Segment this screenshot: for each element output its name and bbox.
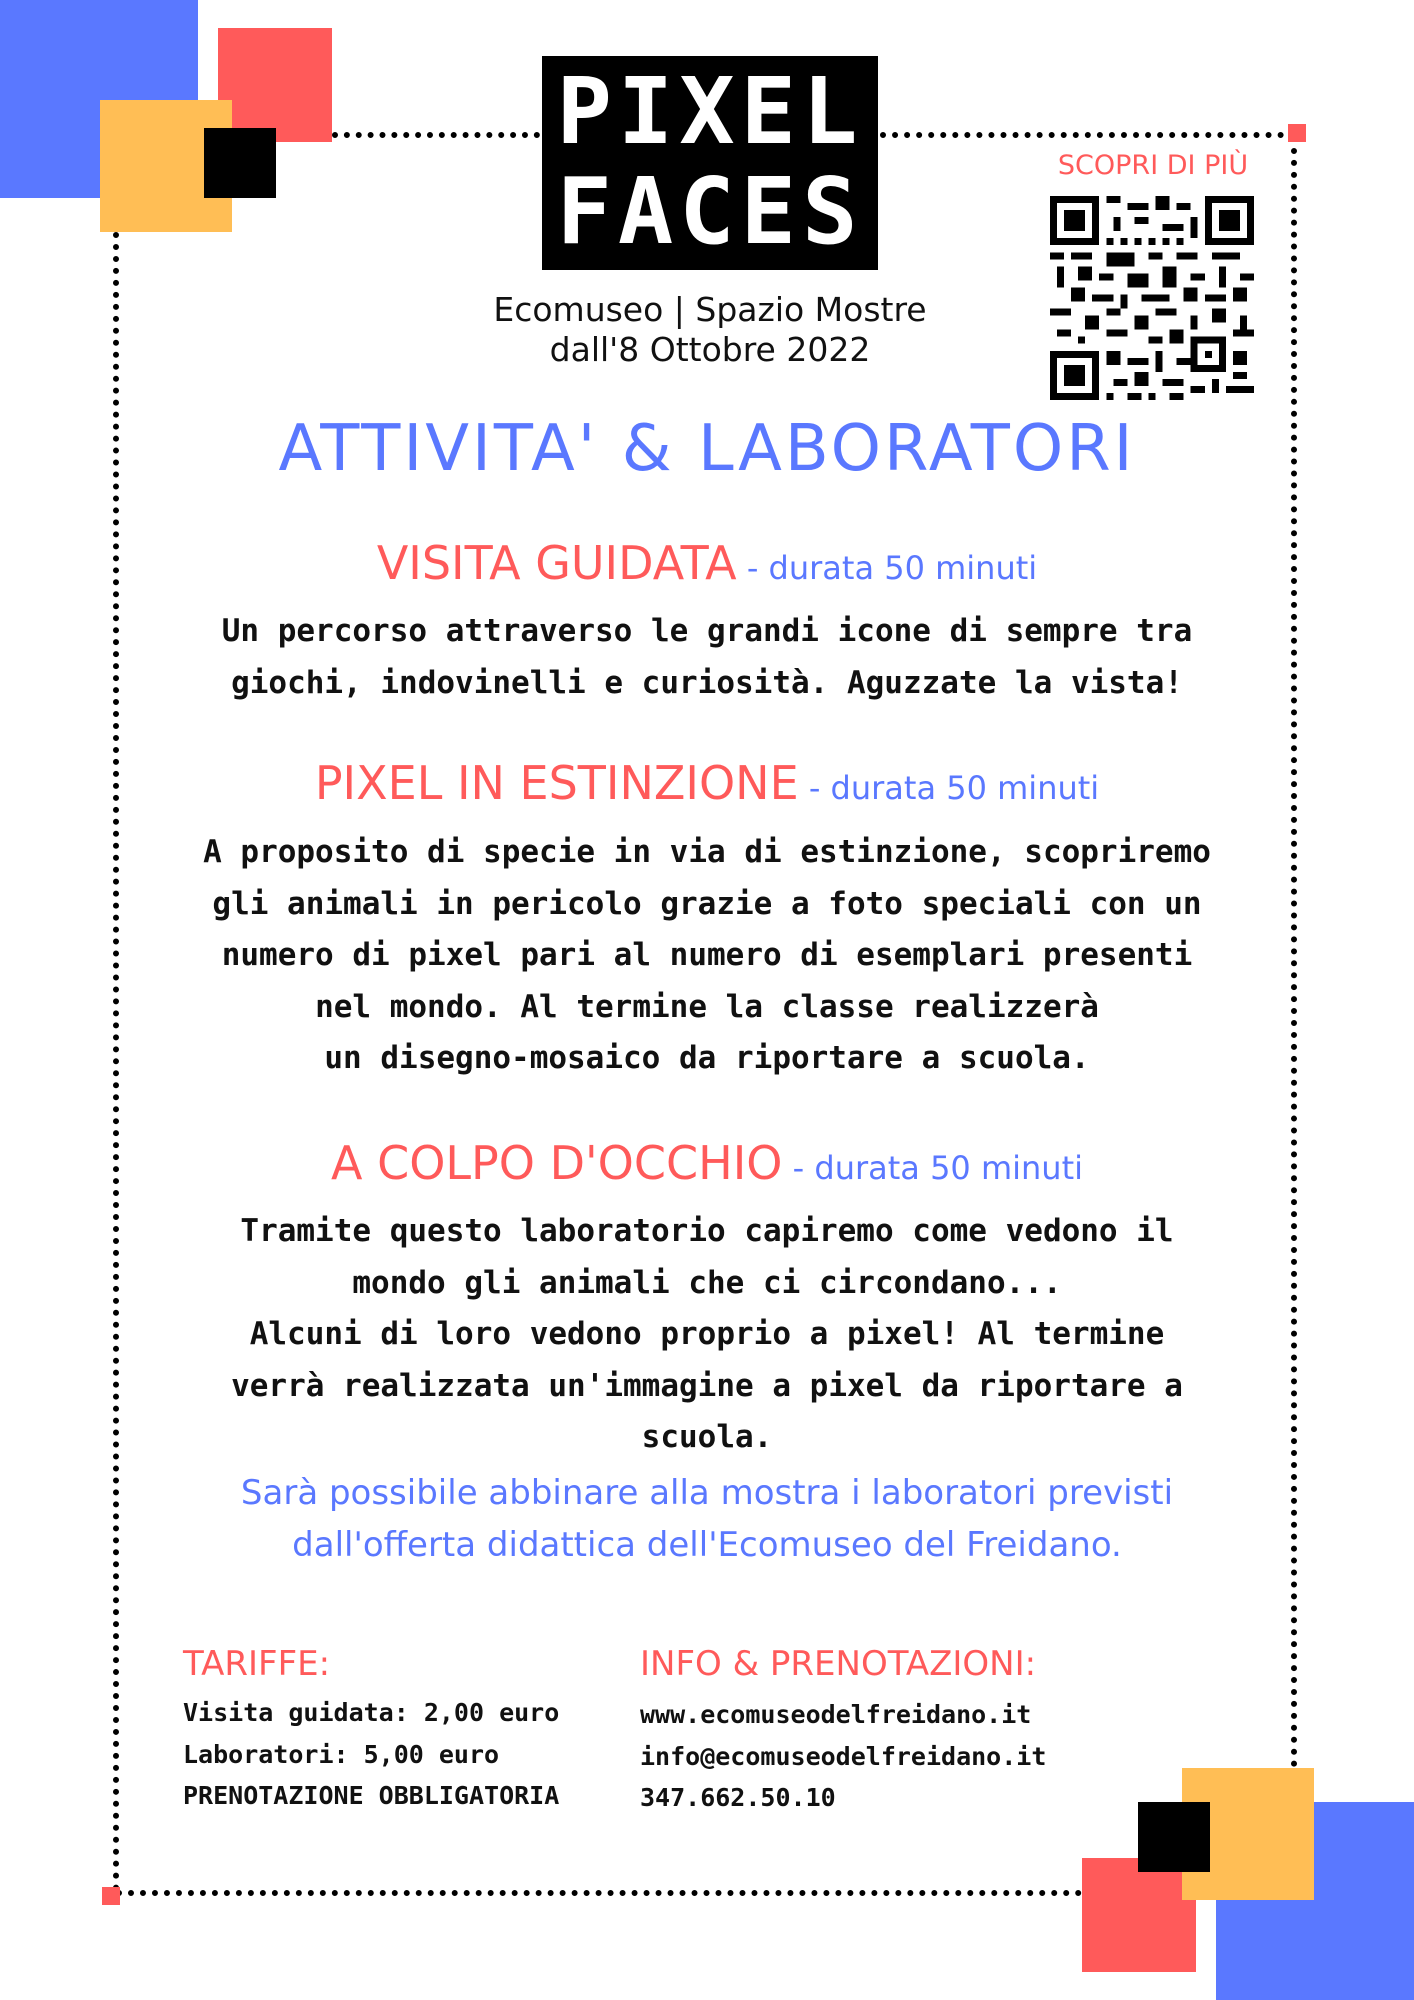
venue-text: Ecomuseo | Spazio Mostre xyxy=(493,290,927,329)
body-line: numero di pixel pari al numero di esemplari presenti xyxy=(221,937,1193,973)
deco-square-red-tl xyxy=(218,28,332,142)
section-duration: - durata 50 minuti xyxy=(736,549,1038,587)
note-line: dall'offerta didattica dell'Ecomuseo del Freidano. xyxy=(292,1525,1122,1565)
frame-corner-bottom-left xyxy=(102,1887,120,1905)
frame-bottom xyxy=(116,1890,1082,1896)
section-colpo-occhio-body xyxy=(140,1206,1274,1464)
section-title-text: A COLPO D'OCCHIO xyxy=(330,1136,783,1190)
body-line: un disegno-mosaico da riportare a scuola. xyxy=(324,1040,1090,1076)
section-visita-guidata-body xyxy=(140,606,1274,709)
frame-top-left xyxy=(332,132,540,138)
body-line: Alcuni di loro vedono proprio a pixel! Al termine xyxy=(249,1316,1165,1352)
body-line: verrà realizzata un'immagine a pixel da riportare a xyxy=(231,1367,1183,1404)
tariffa-line: PRENOTAZIONE OBBLIGATORIA xyxy=(183,1781,560,1810)
section-duration: - durata 50 minuti xyxy=(798,769,1100,807)
email-link[interactable]: info@ecomuseodelfreidano.it xyxy=(640,1741,1047,1771)
info-title: INFO & PRENOTAZIONI: xyxy=(640,1644,1037,1684)
tariffa-line: Visita guidata: 2,00 euro xyxy=(183,1698,560,1727)
offer-note xyxy=(130,1467,1284,1571)
body-line: mondo gli animali che ci circondano... xyxy=(352,1264,1062,1301)
phone-number[interactable]: 347.662.50.10 xyxy=(640,1783,836,1812)
body-line: nel mondo. Al termine la classe realizzerà xyxy=(315,988,1099,1025)
body-line: scuola. xyxy=(641,1419,773,1455)
frame-corner-top-right xyxy=(1288,124,1306,142)
logo-line-1: PIXEL xyxy=(556,58,864,165)
section-pixel-estinzione-body xyxy=(140,827,1274,1085)
body-line: gli animali in pericolo grazie a foto speciali con un xyxy=(212,885,1202,922)
qr-label: SCOPRI DI PIÙ xyxy=(1057,150,1249,181)
body-line: giochi, indovinelli e curiosità. Aguzzate la vista! xyxy=(231,664,1183,701)
date-text: dall'8 Ottobre 2022 xyxy=(549,330,871,369)
body-line: Un percorso attraverso le grandi icone di sempre tra xyxy=(221,613,1193,649)
section-pixel-estinzione-title xyxy=(0,756,1414,810)
info-list xyxy=(640,1694,1046,1819)
section-title-text: PIXEL IN ESTINZIONE xyxy=(314,756,799,810)
qr-code-icon[interactable] xyxy=(1050,196,1254,400)
frame-right xyxy=(1291,136,1297,1768)
section-visita-guidata-title xyxy=(0,536,1414,590)
deco-square-black-br xyxy=(1138,1802,1210,1872)
deco-square-black-tl xyxy=(204,128,276,198)
tariffe-title: TARIFFE: xyxy=(183,1644,331,1684)
section-title-text: VISITA GUIDATA xyxy=(376,536,737,590)
tariffe-list xyxy=(183,1692,559,1817)
tariffa-line: Laboratori: 5,00 euro xyxy=(183,1739,500,1769)
body-line: Tramite questo laboratorio capiremo come vedono il xyxy=(240,1213,1174,1249)
pixel-faces-logo xyxy=(542,56,878,270)
website-link[interactable]: www.ecomuseodelfreidano.it xyxy=(640,1700,1032,1729)
note-line: Sarà possibile abbinare alla mostra i laboratori previsti xyxy=(240,1473,1174,1513)
frame-top-right xyxy=(880,132,1296,138)
body-line: A proposito di specie in via di estinzione, scopriremo xyxy=(203,834,1211,870)
section-colpo-occhio-title xyxy=(0,1136,1414,1190)
main-title: ATTIVITA' & LABORATORI xyxy=(278,412,1136,486)
logo-line-2: FACES xyxy=(556,158,864,265)
deco-square-red-br xyxy=(1082,1858,1196,1972)
section-duration: - durata 50 minuti xyxy=(782,1149,1084,1187)
